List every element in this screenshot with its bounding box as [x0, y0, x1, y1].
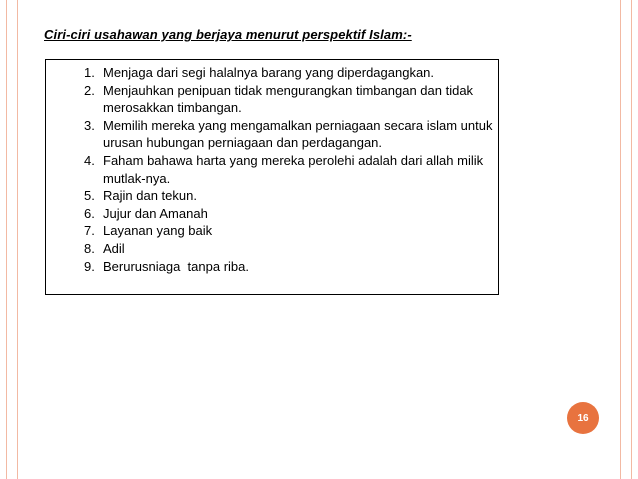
- list-item: [84, 64, 494, 82]
- list-item-number: 7.: [84, 223, 95, 239]
- list-item: [84, 258, 494, 276]
- list-item: [84, 240, 494, 258]
- list-item-text: Faham bahawa harta yang mereka perolehi adalah dari allah milik mutlak-nya.: [103, 152, 487, 186]
- page-number-badge: 16: [567, 402, 599, 434]
- list-item-number: 4.: [84, 152, 95, 168]
- list-item-number: 9.: [84, 258, 95, 274]
- list-item-text: Adil: [103, 240, 125, 256]
- list-item: [84, 117, 497, 152]
- list-item-number: 5.: [84, 188, 95, 204]
- list-item-text: Menjaga dari segi halalnya barang yang diperdagangkan.: [103, 65, 435, 80]
- list-item: [84, 187, 494, 205]
- list-item-number: 1.: [84, 65, 95, 80]
- list-item-text: Jujur dan Amanah: [103, 205, 208, 221]
- slide-heading: Ciri-ciri usahawan yang berjaya menurut perspektif Islam:-: [44, 27, 412, 42]
- list-item: [84, 152, 494, 187]
- left-decorative-border: [6, 0, 18, 479]
- list-item-text: Menjauhkan penipuan tidak mengurangkan timbangan dan tidak merosakkan timbangan.: [103, 82, 481, 116]
- list-item-text: Berurusniaga tanpa riba.: [103, 258, 249, 274]
- right-decorative-border: [620, 0, 632, 479]
- characteristics-list: [84, 64, 497, 275]
- list-item-text: Rajin dan tekun.: [103, 188, 197, 204]
- list-item-number: 2.: [84, 82, 95, 98]
- list-item: [84, 222, 494, 240]
- list-item: [84, 205, 494, 223]
- list-item-number: 3.: [84, 117, 95, 133]
- list-item-number: 8.: [84, 240, 95, 256]
- list-item: [84, 82, 494, 117]
- list-item-text: Memilih mereka yang mengamalkan perniagaan secara islam untuk urusan hubungan perniagaan dan perdagangan.: [103, 117, 497, 151]
- list-item-number: 6.: [84, 205, 95, 221]
- list-item-text: Layanan yang baik: [103, 223, 213, 239]
